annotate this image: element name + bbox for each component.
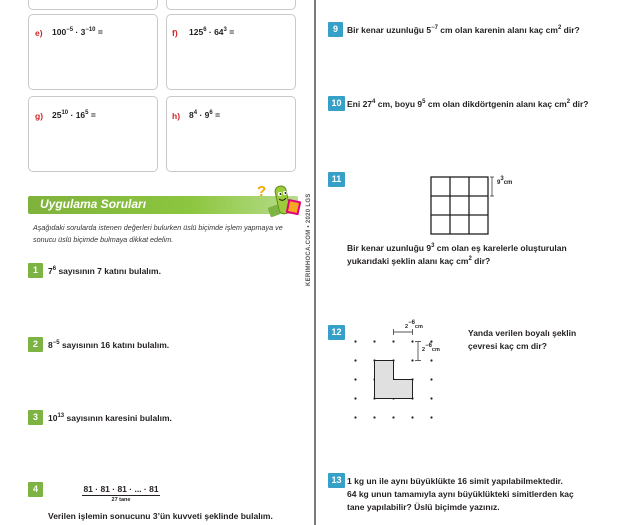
question-text: Yanda verilen boyalı şeklin çevresi kaç cm dir? xyxy=(468,328,577,351)
exercise-box-f xyxy=(166,14,296,90)
svg-text:?: ? xyxy=(257,183,267,200)
dot-grid-figure xyxy=(352,322,437,420)
mascot-icon xyxy=(255,180,305,224)
fraction-denominator: 27 tane xyxy=(111,497,131,503)
grid-dot xyxy=(411,416,413,418)
grid-dot xyxy=(354,359,356,361)
question-text: $10^{13}$ sayısının karesini bulalım. xyxy=(48,413,172,423)
fraction-numerator: 81 · 81 · 81 · ... · 81 xyxy=(83,484,159,494)
question-text: Bir kenar uzunluğu $9^3$ cm olan eş karelerle oluşturulan yukarıdaki şeklin alanı kaç $cm^2$ dir? xyxy=(347,243,567,266)
exercise-box-g xyxy=(28,96,158,172)
exercise-box-h xyxy=(166,96,296,172)
exercise-box-top-right xyxy=(166,0,296,10)
grid-dot xyxy=(354,340,356,342)
question-number: 3 xyxy=(28,410,43,425)
figure-dimension-label: $2^{-6}cm$ xyxy=(422,343,440,353)
grid-dot xyxy=(411,359,413,361)
question-number: 2 xyxy=(28,337,43,352)
question-number: 9 xyxy=(328,22,343,37)
question-text: $7^6$ sayısının 7 katını bulalım. xyxy=(48,266,161,276)
fraction-expression xyxy=(82,484,160,503)
grid-dot xyxy=(354,416,356,418)
question-number: 13 xyxy=(328,473,345,488)
question-text: Eni $27^4$ cm, boyu $9^5$ cm olan dikdörtgenin alanı kaç $cm^2$ dir? xyxy=(347,99,589,109)
question-text: Verilen işlemin sonucunu 3’ün kuvveti şeklinde bulalım. xyxy=(48,511,273,521)
exercise-expression: $125^6 \cdot 64^3$ = xyxy=(189,27,235,37)
figure-dimension-label: $2^{-6}cm$ xyxy=(405,320,423,330)
exercise-label: e) xyxy=(35,28,43,38)
figure-dimension-label: $9^3cm$ xyxy=(497,176,513,186)
exercise-expression: $8^4 \cdot 9^6$ = xyxy=(189,110,221,120)
exercise-label: f) xyxy=(172,28,178,38)
question-text: 1 kg un ile aynı büyüklükte 16 simit yapılabilmektedir. 64 kg unun tamamıyla aynı büyüklükteki simitlerden kaç tane yapılabilir? Üslü biçimde yazınız. xyxy=(347,476,574,512)
grid-dot xyxy=(373,416,375,418)
question-text: $8^{-5}$ sayısının 16 katını bulalım. xyxy=(48,340,170,350)
watermark-text: KERIMHOCA.COM • 2020 LGS xyxy=(306,193,312,286)
grid-dot xyxy=(430,416,432,418)
grid-dot xyxy=(430,359,432,361)
exercise-label: g) xyxy=(35,111,44,121)
exercise-label: h) xyxy=(172,111,181,121)
question-number: 1 xyxy=(28,263,43,278)
grid-dot xyxy=(354,378,356,380)
section-intro: Aşağıdaki sorularda istenen değerleri bulurken üslü biçimde işlem yapmaya ve sonucu üslü biçimde bulmaya dikkat edelim. xyxy=(33,223,283,244)
grid-dot xyxy=(430,397,432,399)
grid-dot xyxy=(430,378,432,380)
question-number: 4 xyxy=(28,482,43,497)
column-divider xyxy=(314,0,316,525)
grid-dot xyxy=(354,397,356,399)
exercise-expression: $100^{-5} \cdot 3^{-10}$ = xyxy=(52,27,103,37)
grid-dot xyxy=(392,416,394,418)
exercise-box-e xyxy=(28,14,158,90)
question-number: 11 xyxy=(328,172,345,187)
grid-dot xyxy=(373,340,375,342)
grid-dot xyxy=(411,340,413,342)
exercise-expression: $25^{10} \cdot 16^5$ = xyxy=(52,110,96,120)
exercise-box-top-left xyxy=(28,0,158,10)
grid-dot xyxy=(392,340,394,342)
section-title: Uygulama Soruları xyxy=(40,197,147,211)
question-number: 12 xyxy=(328,325,345,340)
question-text: Bir kenar uzunluğu $5^{-7}$ cm olan karenin alanı kaç $cm^2$ dir? xyxy=(347,25,580,35)
question-number: 10 xyxy=(328,96,345,111)
